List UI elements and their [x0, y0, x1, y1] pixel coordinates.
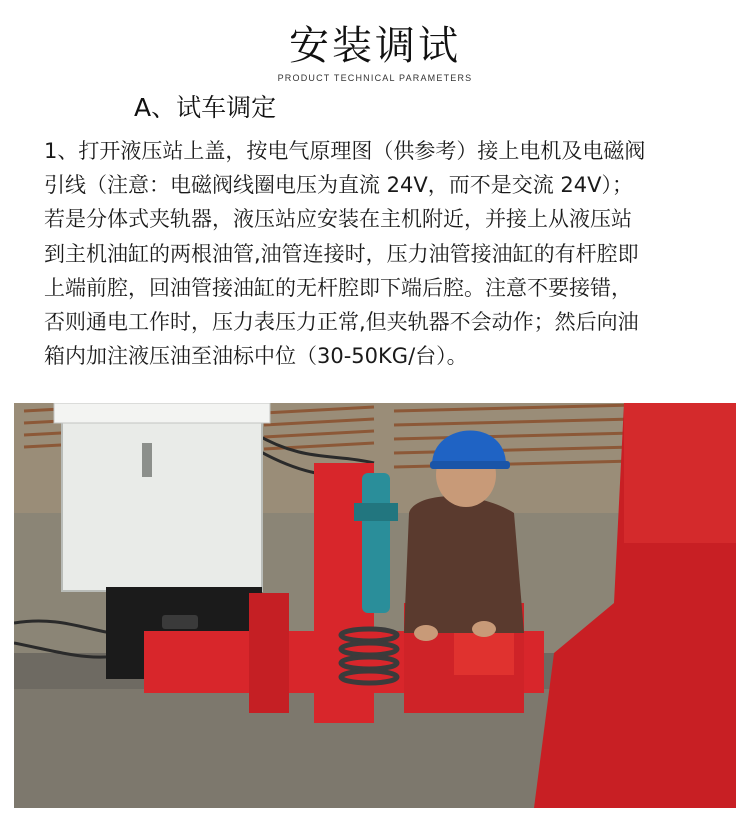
instruction-paragraph — [44, 134, 724, 373]
paragraph-line: 箱内加注液压油至油标中位（30-50KG/台）。 — [44, 344, 468, 369]
paragraph-line: 引线（注意：电磁阀线圈电压为直流 24V，而不是交流 24V）； — [44, 173, 634, 198]
paragraph-line: 否则通电工作时，压力表压力正常,但夹轨器不会动作；然后向油 — [44, 309, 639, 334]
section-heading: A、试车调定 — [134, 93, 277, 122]
paragraph-line: 1、打开液压站上盖，按电气原理图（供参考）接上电机及电磁阀 — [44, 139, 646, 163]
paragraph-line: 到主机油缸的两根油管,油管连接时，压力油管接油缸的有杆腔即 — [44, 241, 639, 266]
page-subtitle: PRODUCT TECHNICAL PARAMETERS — [277, 73, 473, 83]
page-title: 安装调试 — [289, 23, 461, 69]
installation-photo-illustration — [14, 403, 736, 808]
paragraph-line: 上端前腔，回油管接油缸的无杆腔即下端后腔。注意不要接错， — [44, 275, 632, 300]
paragraph-line: 若是分体式夹轨器，液压站应安装在主机附近，并接上从液压站 — [44, 207, 632, 232]
installation-photo — [14, 403, 736, 808]
